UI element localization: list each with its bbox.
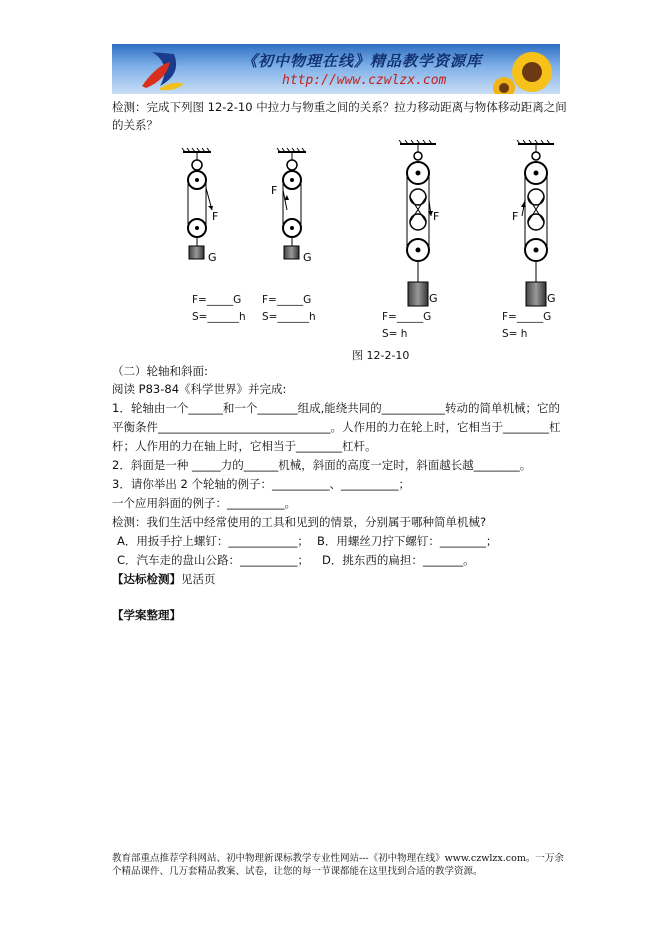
pulley-system-1 [182, 148, 218, 264]
pulley-figure [0, 140, 661, 370]
footer-line-1: 教育部重点推荐学科网站、初中物理新课标教学专业性网站---《初中物理在线》www.czwlzx.com。一万余 [112, 853, 564, 864]
standards-label: 【达标检测】 [112, 572, 181, 586]
summary-label: 【学案整理】 [112, 608, 181, 622]
answer-s-2: S=______h [262, 311, 316, 323]
option-a: A．用扳手拧上螺钉：____________； [117, 534, 309, 548]
answer-s-3: S= h [382, 328, 408, 340]
intro-line-2: 的关系？ [112, 118, 158, 132]
answer-f-2: F=_____G [262, 294, 312, 306]
question-1-line-1: 1．轮轴由一个______和一个_______组成,能绕共同的___________转动的简单机械；它的 [112, 401, 560, 415]
question-1-line-3: 杆；人作用的力在轴上时，它相当于________杠杆。 [112, 439, 377, 453]
question-3-line-1: 3．请你举出 2 个轮轴的例子：__________、__________； [112, 477, 410, 491]
footer [112, 852, 564, 878]
option-b: B．用螺丝刀拧下螺钉：________； [317, 534, 498, 548]
option-d: D．挑东西的扁担：_______。 [322, 553, 475, 567]
weight-label-4: G [547, 292, 556, 305]
weight-label-2: G [303, 251, 312, 264]
force-label-2: F [271, 184, 278, 197]
pulley-system-2 [271, 148, 312, 264]
standards-row [112, 571, 216, 587]
force-label-4: F [512, 210, 519, 223]
check-question: 检测：我们生活中经常使用的工具和见到的情景，分别属于哪种简单机械? [112, 515, 487, 529]
answer-f-3: F=_____G [382, 311, 432, 323]
answer-s-1: S=______h [192, 311, 246, 323]
banner-title: 《初中物理在线》精品教学资源库 [242, 52, 483, 70]
force-label-3: F [433, 210, 440, 223]
option-c: C．汽车走的盘山公路：__________； [117, 553, 310, 567]
header-banner [112, 44, 560, 94]
figure-caption: 图 12-2-10 [352, 349, 410, 362]
section-heading: （二）轮轴和斜面: [112, 364, 208, 378]
weight-label-3: G [429, 292, 438, 305]
answer-s-4: S= h [502, 328, 528, 340]
footer-line-2: 个精品课件、几万套精品教案、试卷，让您的每一节课都能在这里找到合适的教学资源。 [112, 866, 483, 877]
question-2: 2．斜面是一种 _____力的______机械，斜面的高度一定时，斜面越长越________。 [112, 458, 532, 472]
pulley-system-3 [399, 140, 439, 306]
question-1-line-2: 平衡条件______________________________。人作用的力在轮上时，它相当于________杠 [112, 420, 561, 434]
answer-f-4: F=_____G [502, 311, 552, 323]
force-label-1: F [212, 210, 219, 223]
sunflower-icon [493, 52, 552, 94]
reading-instruction: 阅读 P83-84《科学世界》并完成: [112, 382, 287, 396]
pulley-system-4 [512, 140, 556, 306]
logo-icon [142, 52, 184, 90]
answer-f-1: F=_____G [192, 294, 242, 306]
weight-label-1: G [208, 251, 217, 264]
standards-text: 见活页 [181, 572, 216, 586]
intro-line-1: 检测：完成下列图 12-2-10 中拉力与物重之间的关系？拉力移动距离与物体移动距离之间 [112, 100, 567, 114]
question-3-line-2: 一个应用斜面的例子：__________。 [112, 496, 296, 510]
banner-url: http://www.czwlzx.com [282, 73, 447, 88]
